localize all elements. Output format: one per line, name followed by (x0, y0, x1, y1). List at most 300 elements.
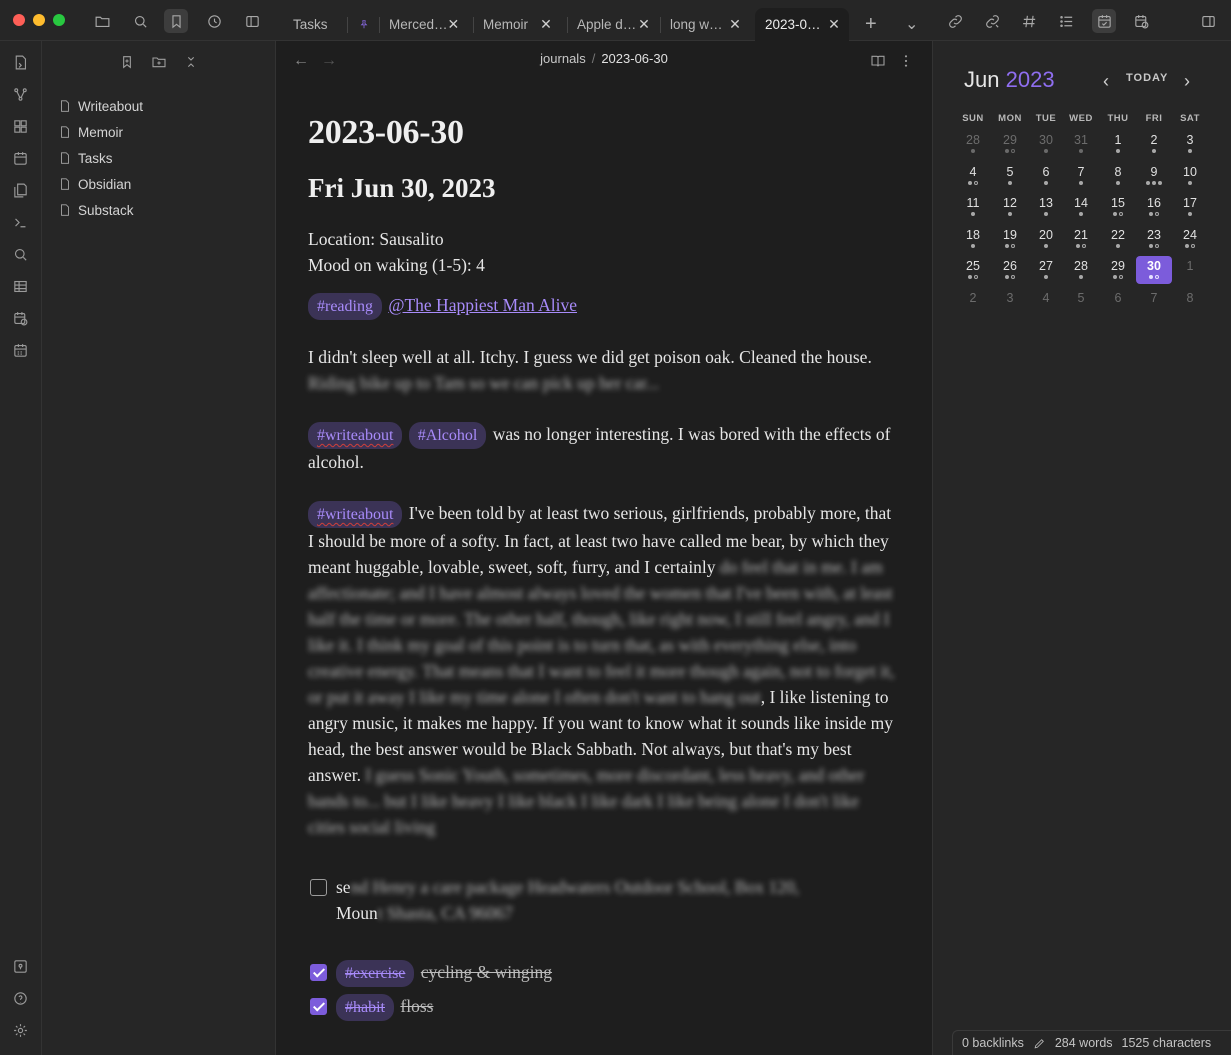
weekday-header: SUN (962, 113, 984, 124)
day-number: 3 (1186, 133, 1194, 147)
today-button[interactable]: TODAY (1126, 72, 1169, 84)
sidebar-toggle-icon[interactable] (240, 9, 264, 33)
tab-label: Merced… (389, 16, 448, 32)
day-number: 4 (969, 164, 977, 179)
note-indicator-dots (955, 181, 991, 186)
breadcrumb-current[interactable]: 2023-06-30 (601, 51, 668, 66)
day-number: 28 (1074, 259, 1088, 274)
calendar-day[interactable] (1063, 225, 1099, 253)
character-count: 1525 characters (1121, 1036, 1212, 1050)
calendar-day[interactable] (1028, 193, 1064, 221)
day-number: 31 (1074, 133, 1088, 147)
word-dot (1188, 149, 1192, 153)
calendar-day[interactable] (1136, 130, 1172, 158)
day-number: 2 (1150, 133, 1158, 147)
calendar-day[interactable] (955, 162, 991, 190)
task-dot (1119, 212, 1123, 216)
tab-2023-06-30[interactable] (755, 8, 849, 41)
day-number: 8 (1114, 164, 1122, 179)
tab-separator (347, 17, 348, 33)
word-dot (1149, 275, 1153, 279)
word-dot (1076, 244, 1080, 248)
tag-writeabout[interactable]: #writeabout (308, 422, 402, 449)
file-icon (58, 125, 72, 139)
calendar-day[interactable] (1063, 193, 1099, 221)
note-indicator-dots (1100, 181, 1136, 186)
note-title[interactable]: 2023-06-30 (308, 114, 464, 151)
note-indicator-dots (1136, 212, 1172, 217)
bookmark-icon[interactable] (164, 9, 188, 33)
day-number: 16 (1147, 196, 1161, 211)
new-folder-icon[interactable] (148, 51, 170, 73)
minimize-window-button[interactable] (33, 14, 45, 26)
note-indicator-dots (1100, 212, 1136, 217)
word-dot (971, 149, 975, 153)
calendar-day[interactable] (992, 162, 1028, 190)
tag-writeabout[interactable]: #writeabout (308, 501, 402, 528)
calendar-day[interactable] (1100, 225, 1136, 253)
note-indicator-dots (992, 212, 1028, 217)
note-indicator-dots (1172, 181, 1208, 186)
day-number: 29 (1003, 133, 1017, 147)
note-indicator-dots (1028, 275, 1064, 280)
weekday-header: TUE (1035, 113, 1057, 124)
tab-label: long w… (670, 16, 723, 32)
word-dot (1149, 212, 1153, 216)
calendar-clock-icon[interactable] (9, 307, 31, 329)
note-indicator-dots (1028, 212, 1064, 217)
calendar-day[interactable] (1172, 288, 1208, 316)
calendar-day[interactable] (1100, 162, 1136, 190)
calendar-day[interactable] (1136, 225, 1172, 253)
tab-label: Tasks (293, 16, 328, 32)
day-number: 30 (1147, 259, 1161, 274)
task-dot (1155, 275, 1159, 279)
note-indicator-dots (992, 275, 1028, 280)
day-number: 8 (1186, 291, 1194, 305)
forward-arrow-icon[interactable]: → (321, 52, 337, 69)
note-indicator-dots (955, 307, 991, 312)
reading-view-icon[interactable] (867, 50, 889, 72)
task-dot (1011, 149, 1015, 153)
tab-long[interactable] (660, 8, 750, 40)
link-icon[interactable] (943, 9, 967, 33)
calendar-day[interactable] (1136, 162, 1172, 190)
file-icon (58, 203, 72, 217)
calendar-day[interactable] (1100, 193, 1136, 221)
tab-label: Apple d… (577, 16, 637, 32)
note-indicator-dots (1063, 275, 1099, 280)
word-dot (1044, 149, 1048, 153)
note-indicator-dots (1136, 244, 1172, 249)
file-label: Substack (78, 202, 134, 218)
tab-apple[interactable] (567, 8, 659, 40)
breadcrumb (277, 51, 931, 66)
clock-icon[interactable] (202, 9, 226, 33)
paragraph (308, 344, 900, 396)
calendar-day[interactable] (955, 288, 991, 316)
note-indicator-dots (1100, 275, 1136, 280)
day-number: 10 (1183, 164, 1197, 179)
calendar-day[interactable] (1172, 256, 1208, 284)
close-window-button[interactable] (13, 14, 25, 26)
vault-icon[interactable] (9, 955, 31, 977)
day-number: 6 (1114, 291, 1122, 305)
calendar-day[interactable] (955, 193, 991, 221)
word-dot (971, 212, 975, 216)
file-item-obsidian[interactable] (58, 172, 131, 196)
note-indicator-dots (1063, 212, 1099, 217)
note-indicator-dots (955, 244, 991, 249)
book-link[interactable]: @The Happiest Man Alive (388, 295, 578, 315)
word-dot (1146, 181, 1150, 185)
day-number: 6 (1042, 164, 1050, 179)
breadcrumb-folder[interactable]: journals (540, 51, 586, 66)
task-checkbox-checked[interactable] (310, 998, 327, 1015)
blurred-text: I guess Sonic Youth, sometimes, more discordant, less heavy, and other bands to... but I like heavy I like black I like dark I like being alone I don't like cities social living (308, 765, 865, 837)
day-number: 1 (1114, 133, 1122, 147)
day-number: 24 (1183, 227, 1197, 242)
word-dot (1188, 212, 1192, 216)
outgoing-link-icon[interactable] (980, 9, 1004, 33)
day-number: 14 (1074, 196, 1088, 211)
paragraph-text: was no longer interesting. I was bored with the effects of alcohol. (308, 424, 891, 472)
task-checkbox[interactable] (310, 879, 327, 896)
graph-view-icon[interactable] (9, 83, 31, 105)
calendar-day[interactable] (1028, 130, 1064, 158)
file-icon (58, 177, 72, 191)
paragraph (308, 421, 900, 475)
calendar-grid-icon[interactable] (9, 339, 31, 361)
note-indicator-dots (955, 149, 991, 154)
calendar-day[interactable] (1063, 130, 1099, 158)
word-dot (1149, 244, 1153, 248)
file-item-substack[interactable] (58, 198, 134, 222)
bookmarks-pane (42, 41, 276, 1055)
calendar-day[interactable] (1063, 162, 1099, 190)
bookmark-add-icon[interactable] (116, 51, 138, 73)
word-dot (1116, 181, 1120, 185)
tab-close-icon[interactable]: ✕ (729, 15, 741, 32)
file-item-memoir[interactable] (58, 120, 123, 144)
tag-reading[interactable]: #reading (308, 293, 382, 320)
note-indicator-dots (1063, 307, 1099, 312)
day-number: 26 (1003, 259, 1017, 274)
status-bar (952, 1030, 1231, 1055)
weekday-header: WED (1069, 113, 1093, 124)
calendar-day[interactable] (1172, 225, 1208, 253)
file-icon (58, 151, 72, 165)
day-number: 12 (1003, 196, 1017, 211)
note-indicator-dots (1100, 307, 1136, 312)
calendar-day[interactable] (1063, 288, 1099, 316)
task-item (308, 993, 900, 1021)
day-number: 17 (1183, 196, 1197, 211)
calendar-day-today[interactable] (1136, 256, 1172, 284)
day-number: 21 (1074, 227, 1088, 242)
tab-label: Memoir (483, 16, 529, 32)
tab-pinned[interactable] (349, 8, 377, 40)
note-indicator-dots (1172, 275, 1208, 280)
settings-icon[interactable] (9, 1019, 31, 1041)
day-number: 9 (1150, 164, 1158, 179)
task-dot (1155, 244, 1159, 248)
day-number: 29 (1111, 259, 1125, 274)
day-number: 20 (1039, 227, 1053, 242)
tab-close-icon[interactable]: ✕ (447, 15, 460, 32)
calendar-day[interactable] (955, 130, 991, 158)
tab-tasks[interactable] (283, 8, 341, 40)
weekday-header: MON (998, 113, 1022, 124)
canvas-icon[interactable] (9, 115, 31, 137)
word-dot (1152, 149, 1156, 153)
calendar-day[interactable] (1028, 225, 1064, 253)
task-text: cycling & winging (420, 962, 553, 982)
calendar-title (964, 67, 1055, 93)
word-dot (1044, 244, 1048, 248)
task-dot (1082, 244, 1086, 248)
previous-month-button[interactable]: ‹ (1103, 70, 1109, 91)
new-tab-button[interactable]: + (865, 12, 877, 35)
ribbon (0, 41, 42, 1055)
calendar-month: Jun (964, 67, 1000, 92)
day-number: 13 (1039, 196, 1053, 211)
calendar-day[interactable] (992, 130, 1028, 158)
backlinks-count[interactable]: 0 backlinks (962, 1036, 1024, 1050)
task-text: floss (400, 996, 434, 1016)
word-count: 284 words (1054, 1036, 1113, 1050)
terminal-icon[interactable] (9, 211, 31, 233)
tab-memoir[interactable] (473, 8, 561, 40)
weekday-header: SAT (1180, 113, 1200, 124)
next-month-button[interactable]: › (1184, 70, 1190, 91)
task-dot (1155, 212, 1159, 216)
file-item-tasks[interactable] (58, 146, 113, 170)
calendar-day[interactable] (1100, 288, 1136, 316)
task-checkbox-checked[interactable] (310, 964, 327, 981)
tag-exercise[interactable]: #exercise (336, 960, 414, 987)
paragraph-text: I didn't sleep well at all. Itchy. I guess we did get poison oak. Cleaned the house. (308, 347, 872, 367)
day-number: 2 (969, 291, 977, 305)
day-number: 15 (1111, 196, 1125, 211)
note-indicator-dots (992, 181, 1028, 186)
calendar-check-icon[interactable] (1092, 9, 1116, 33)
calendar-day[interactable] (1136, 288, 1172, 316)
day-number: 23 (1147, 227, 1161, 242)
note-indicator-dots (1172, 244, 1208, 249)
word-dot (1005, 244, 1009, 248)
task-text: Moun (336, 903, 378, 923)
search-icon[interactable] (9, 243, 31, 265)
table-icon[interactable] (9, 275, 31, 297)
word-dot (1079, 149, 1083, 153)
calendar-year: 2023 (1005, 67, 1055, 92)
tag-alcohol[interactable]: #Alcohol (409, 422, 487, 449)
word-dot (1044, 181, 1048, 185)
tab-close-icon[interactable]: ✕ (540, 15, 552, 32)
note-indicator-dots (1172, 307, 1208, 312)
note-content[interactable] (308, 111, 900, 1021)
note-indicator-dots (955, 212, 991, 217)
calendar-day[interactable] (992, 256, 1028, 284)
word-dot (1079, 181, 1083, 185)
file-label: Memoir (78, 124, 124, 140)
calendar-day[interactable] (1172, 130, 1208, 158)
zoom-window-button[interactable] (53, 14, 65, 26)
note-indicator-dots (1063, 181, 1099, 186)
day-number: 27 (1039, 259, 1053, 274)
note-indicator-dots (1028, 307, 1064, 312)
tab-list-button[interactable]: ⌄ (905, 16, 919, 33)
calendar-pane (932, 41, 1231, 1055)
word-dot (1079, 212, 1083, 216)
word-dot (1113, 212, 1117, 216)
mood-line: Mood on waking (1-5): 4 (308, 255, 485, 275)
paragraph-text: I've been told by at least two serious, girlfriends, probably more, that I should be more of a softy. In fact, at least two have called me bear, by which they meant huggable, lovable, sweet, soft, furry, and I certainly (308, 503, 892, 577)
note-indicator-dots (1063, 244, 1099, 249)
pencil-icon[interactable] (1033, 1037, 1046, 1050)
word-dot (1005, 149, 1009, 153)
note-indicator-dots (992, 244, 1028, 249)
more-options-icon[interactable] (895, 50, 917, 72)
day-number: 7 (1150, 291, 1158, 305)
folder-icon[interactable] (90, 9, 114, 33)
day-number: 30 (1039, 133, 1053, 147)
back-arrow-icon[interactable]: ← (293, 52, 309, 69)
note-indicator-dots (992, 307, 1028, 312)
calendar-day[interactable] (1136, 193, 1172, 221)
calendar-day[interactable] (1028, 288, 1064, 316)
note-indicator-dots (1028, 149, 1064, 154)
day-number: 22 (1111, 227, 1125, 242)
word-dot (968, 181, 972, 185)
word-dot (968, 275, 972, 279)
word-dot (1158, 181, 1162, 185)
calendar-day[interactable] (992, 193, 1028, 221)
title-bar (0, 0, 1231, 41)
task-dot (1011, 275, 1015, 279)
word-dot (1079, 275, 1083, 279)
task-dot (1191, 244, 1195, 248)
editor-pane (277, 41, 931, 1055)
day-number: 1 (1186, 259, 1194, 274)
note-indicator-dots (1028, 244, 1064, 249)
day-number: 11 (966, 196, 980, 211)
note-indicator-dots (1136, 149, 1172, 154)
location-line: Location: Sausalito (308, 229, 444, 249)
note-indicator-dots (992, 149, 1028, 154)
date-heading: Fri Jun 30, 2023 (308, 173, 496, 203)
day-number: 18 (966, 227, 980, 242)
blurred-text: t Shasta, CA 96067 (377, 903, 513, 923)
calendar-day[interactable] (1028, 256, 1064, 284)
file-label: Tasks (78, 150, 113, 166)
day-number: 5 (1077, 291, 1085, 305)
breadcrumb-separator: / (591, 51, 596, 66)
open-quick-switcher-icon[interactable] (9, 51, 31, 73)
word-dot (1113, 275, 1117, 279)
note-indicator-dots (1172, 212, 1208, 217)
calendar-day[interactable] (955, 225, 991, 253)
pin-icon (359, 17, 369, 32)
word-dot (1044, 275, 1048, 279)
blurred-text: nd Henry a care package Headwaters Outdoor School, Box 120, (350, 877, 800, 897)
day-number: 25 (966, 259, 980, 274)
task-item (308, 874, 900, 926)
word-dot (1044, 212, 1048, 216)
task-dot (1119, 275, 1123, 279)
task-dot (974, 181, 978, 185)
templates-icon[interactable] (9, 179, 31, 201)
note-indicator-dots (1063, 149, 1099, 154)
task-text: se (336, 877, 351, 897)
search-icon[interactable] (128, 9, 152, 33)
word-dot (971, 244, 975, 248)
paragraph (308, 500, 900, 840)
file-label: Writeabout (78, 98, 144, 114)
word-dot (1152, 181, 1156, 185)
calendar-icon[interactable] (9, 147, 31, 169)
word-dot (1188, 181, 1192, 185)
day-number: 4 (1042, 291, 1050, 305)
list-icon[interactable] (1054, 9, 1078, 33)
calendar-day[interactable] (955, 256, 991, 284)
file-item-writeabout[interactable] (58, 94, 143, 118)
tab-close-icon[interactable]: ✕ (638, 15, 650, 32)
day-number: 7 (1077, 164, 1085, 179)
day-number: 19 (1003, 227, 1017, 242)
collapse-all-icon[interactable] (180, 51, 202, 73)
file-label: Obsidian (78, 176, 132, 192)
calendar-day[interactable] (1172, 162, 1208, 190)
help-icon[interactable] (9, 987, 31, 1009)
paragraph-text: , I like listening to angry music, it makes me happy. If you want to know what it sounds like inside my head, the best answer would be Black Sabbath. Not always, but that's my best answer. (308, 687, 894, 785)
file-icon (58, 99, 72, 113)
word-dot (1116, 244, 1120, 248)
day-number: 28 (966, 133, 980, 147)
calendar-day[interactable] (1028, 162, 1064, 190)
tab-merced[interactable] (379, 8, 467, 40)
calendar-day[interactable] (1172, 193, 1208, 221)
blurred-text: do feel that in me. I am affectionate; and I have almost always loved the women that I've been with, at least half the time or more. The other half, though, like right now, I still feel angry, and I like it. I think my goal of this point is to turn that, as with everything else, into creative energy. That means that I want to feel it more though again, not to forget it, or put it away I like my time alone I often don't want to hang out (308, 557, 895, 707)
word-dot (1185, 244, 1189, 248)
weekday-header: FRI (1145, 113, 1163, 124)
word-dot (1116, 149, 1120, 153)
note-indicator-dots (1136, 307, 1172, 312)
calendar-day[interactable] (1100, 130, 1136, 158)
note-indicator-dots (1100, 244, 1136, 249)
task-dot (974, 275, 978, 279)
day-number: 5 (1006, 164, 1014, 179)
word-dot (1008, 212, 1012, 216)
calendar-day[interactable] (992, 288, 1028, 316)
note-indicator-dots (1172, 149, 1208, 154)
calendar-day[interactable] (992, 225, 1028, 253)
calendar-clock-icon[interactable] (1129, 9, 1153, 33)
note-indicator-dots (1028, 181, 1064, 186)
tab-close-icon[interactable]: ✕ (828, 16, 840, 32)
day-number: 3 (1006, 291, 1014, 305)
calendar-day[interactable] (1063, 256, 1099, 284)
hashtag-icon[interactable] (1017, 9, 1041, 33)
note-indicator-dots (1136, 275, 1172, 280)
tag-habit[interactable]: #habit (336, 994, 394, 1021)
tab-label: 2023-0… (765, 17, 821, 32)
blurred-text: Riding bike up to Tam so we can pick up her car... (308, 373, 660, 393)
calendar-day[interactable] (1100, 256, 1136, 284)
right-sidebar-toggle-icon[interactable] (1196, 9, 1220, 33)
task-dot (1011, 244, 1015, 248)
